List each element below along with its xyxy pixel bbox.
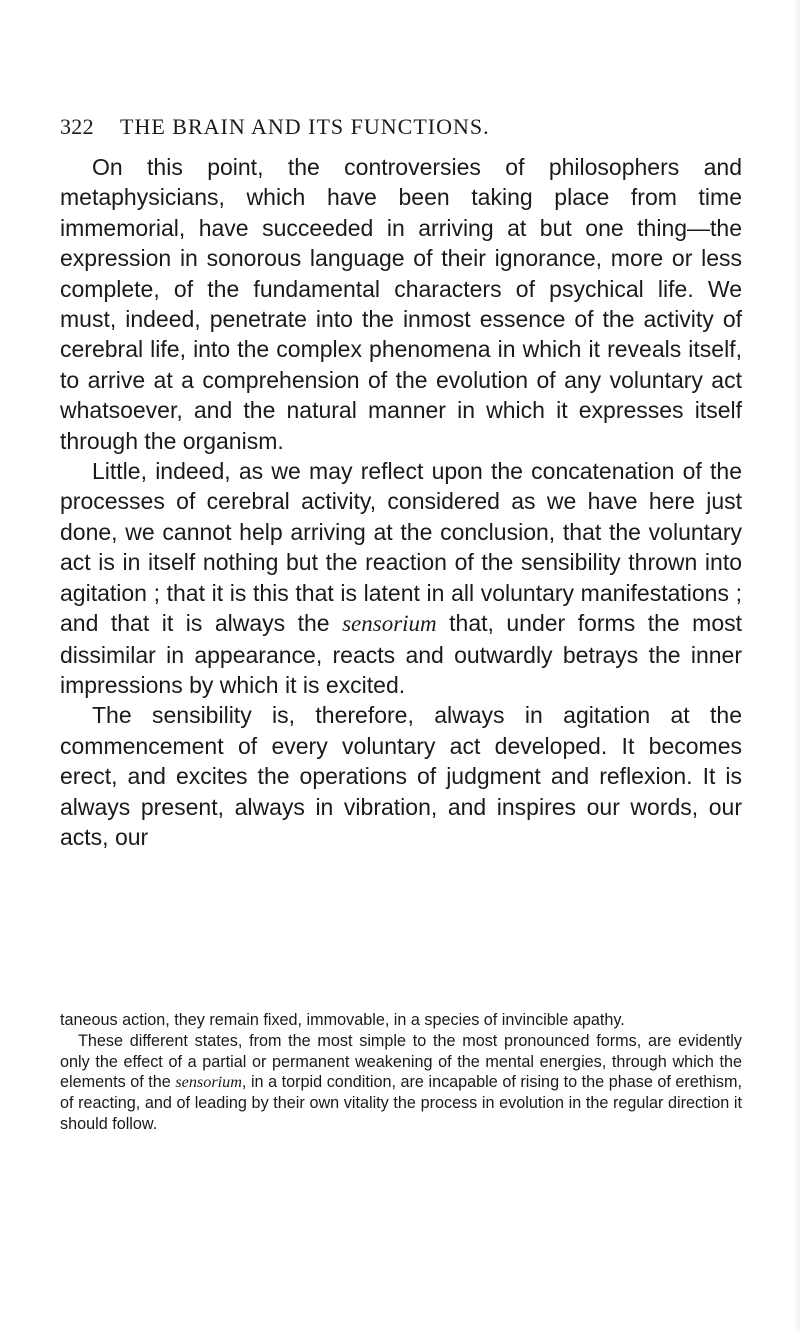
footnote-paragraph-1: taneous action, they remain fixed, immovable, in a species of invincible apathy.	[60, 1011, 625, 1029]
footnote-paragraph-2-text-start: These different states, from the most simple to the most pronounced forms, are evidently only the effect of a partial or permanent weakening of the mental energies, through which the elements of the	[60, 1031, 742, 1092]
main-text	[60, 152, 742, 852]
page-number: 322	[60, 114, 94, 139]
footnote-paragraph-2	[60, 1031, 742, 1135]
body-paragraph-2-text-start: Little, indeed, as we may reflect upon the concatenation of the processes of cerebral activity, considered as we have here just done, we cannot help arriving at the conclusion, that the voluntary act is in itself nothing but the reaction of the sensibility thrown into agitation ; that it is this that is latent in all voluntary manifestations ; and that it is always the	[60, 458, 742, 637]
body-paragraph-1: On this point, the controversies of philosophers and metaphysicians, which have been taking place from time immemorial, have succeeded in arriving at but one thing—the expression in sonorous language of their ignorance, more or less complete, of the fundamental characters of psychical life. We must, indeed, penetrate into the inmost essence of the activity of cerebral life, into the complex phenomena in which it reveals itself, to arrive at a comprehension of the evolution of any voluntary act whatsoever, and the natural manner in which it expresses itself through the organism.	[60, 154, 742, 454]
scan-edge-shadow	[794, 0, 800, 1331]
body-paragraph-3: The sensibility is, therefore, always in agitation at the commencement of every voluntary act developed. It becomes erect, and excites the operations of judgment and reflexion. It is always present, always in vibration, and inspires our words, our acts, our	[60, 702, 742, 850]
body-paragraph-2	[60, 456, 742, 700]
footnote-sensorium-italic-term: sensorium	[175, 1073, 242, 1092]
footnote-paragraph-2-text-end: , in a torpid condition, are incapable of rising to the phase of erethism, of reacting, and of leading by their own vitality the process in evolution in the regular direction it should follow.	[60, 1073, 742, 1133]
body-paragraph-2-text-end: that, under forms the most dissimilar in appearance, reacts and outwardly betrays the inner impressions by which it is excited.	[60, 610, 742, 698]
footnote	[60, 1010, 742, 1135]
sensorium-italic-term: sensorium	[342, 611, 437, 637]
running-head	[60, 114, 740, 144]
running-title: THE BRAIN AND ITS FUNCTIONS.	[120, 114, 490, 139]
